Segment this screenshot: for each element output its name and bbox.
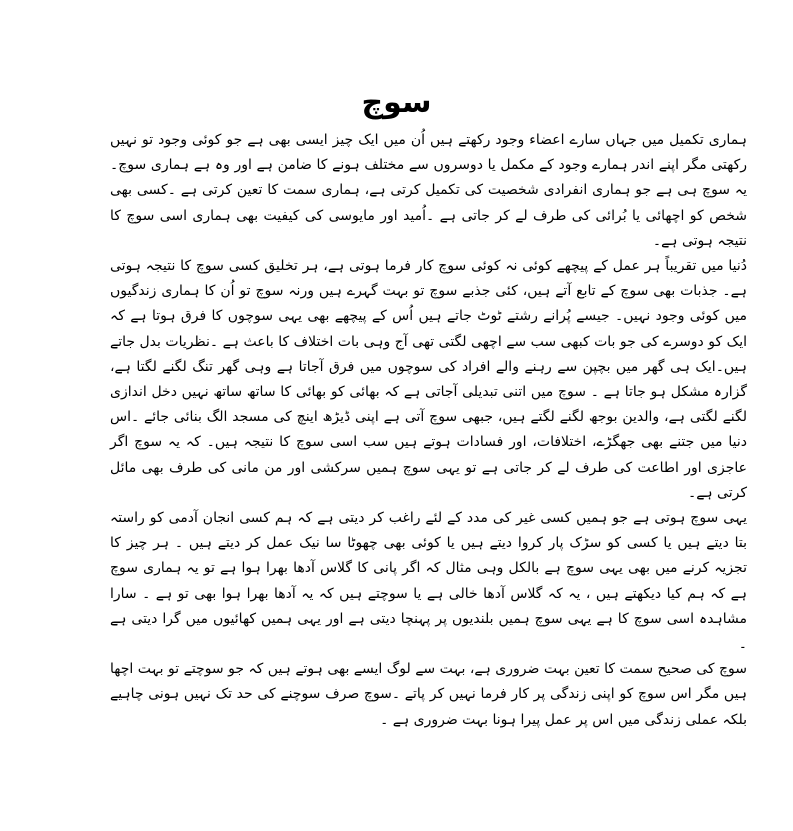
paragraph-3: یہی سوچ ہوتی ہے جو ہمیں کسی غیر کی مدد کے لئے راغب کر دیتی ہے کہ ہم کسی انجان آدمی کو راستہ بتا دیتے ہیں یا کسی کو سڑک پار کروا دیتے ہیں یا کوئی بھی چھوٹا سا نیک عمل کر دیتے ہیں ۔ ہر چیز کا تجزیہ کرنے میں بھی یہی سوچ ہے بالکل وہی مثال کہ اگر پانی کا گلاس آدھا بھرا ہوا ہے تو یہ ہماری سوچ ہے کہ ہم کیا دیکھتے ہیں ، یہ کہ گلاس آدھا خالی ہے یا سوچتے ہیں کہ یہ آدھا بھرا ہوا بھی تو ہے ۔ سارا مشاہدہ اسی سوچ کا ہے یہی سوچ ہمیں بلندیوں پر پہنچا دیتی ہے اور یہی ہمیں کھائیوں میں گرا دیتی ہے ۔: [110, 510, 747, 653]
paragraph-2: دُنیا میں تقریباً ہر عمل کے پیچھے کوئی نہ کوئی سوچ کار فرما ہوتی ہے، ہر تخلیق کسی سوچ کا نتیجہ ہوتی ہے۔ جذبات بھی سوچ کے تابع آتے ہیں، کئی جذبے سوچ تو بہت گہرے ہیں ورنہ سوچ تو اُن کا ہماری زندگیوں میں کوئی وجود نہیں۔ جیسے پُرانے رشتے ٹوٹ جاتے ہیں اُس کے پیچھے بھی یہی سوچوں کا فرق ہوتا ہے کہ ایک کو دوسرے کی جو بات کبھی سب سے اچھی لگتی تھی آج وہی بات اختلاف کا باعث ہے ۔نظریات بدل جاتے ہیں۔ایک ہی گھر میں بچپن سے رہنے والے افراد کی سوچوں میں فرق آجاتا ہے وہی گھر تنگ لگنے لگتا ہے، گزارہ مشکل ہو جاتا ہے ۔ سوچ میں اتنی تبدیلی آجاتی ہے کہ بھائی کو بھائی کا ساتھ ساتھ نہیں دخل اندازی لگنے لگتی ہے، والدین بوجھ لگنے لگتے ہیں، جبھی سوچ آتی ہے اپنی ڈیڑھ اینچ کی مسجد الگ بنائی جائے ۔اس دنیا میں جتنے بھی جھگڑے، اختلافات، اور فسادات ہوتے ہیں سب اسی سوچ کا نتیجہ ہیں۔ کہ یہ سوچ اگر عاجزی اور اطاعت کی طرف لے کر جاتی ہے تو یہی سوچ ہمیں سرکشی اور من مانی کی طرف بھی مائل کرتی ہے۔: [110, 258, 747, 501]
page-title: سوچ: [361, 85, 432, 120]
paragraph-1: ہماری تکمیل میں جہاں سارے اعضاء وجود رکھتے ہیں اُن میں ایک چیز ایسی بھی ہے جو کوئی وجود تو نہیں رکھتی مگر اپنے اندر ہمارے وجود کے مکمل یا دوسروں سے مختلف ہونے کا ضامن ہے اور وہ ہے ہماری سوچ۔ یہ سوچ ہی ہے جو ہماری انفرادی شخصیت کی تکمیل کرتی ہے، ہماری سمت کا تعین کرتی ہے ۔کسی بھی شخص کو اچھائی یا بُرائی کی طرف لے کر جاتی ہے ۔اُمید اور مایوسی کی کیفیت بھی ہماری اسی سوچ کا نتیجہ ہوتی ہے۔: [110, 132, 747, 249]
paragraph-4: سوچ کی صحیح سمت کا تعین بہت ضروری ہے، بہت سے لوگ ایسے بھی ہوتے ہیں کہ جو سوچتے تو بہت اچھا ہیں مگر اس سوچ کو اپنی زندگی پر کار فرما نہیں کر پاتے ۔سوچ صرف سوچنے کی حد تک نہیں ہونی چاہیے بلکہ عملی زندگی میں اس پر عمل پیرا ہونا بہت ضروری ہے ۔: [110, 661, 747, 728]
article-body: [110, 128, 747, 733]
